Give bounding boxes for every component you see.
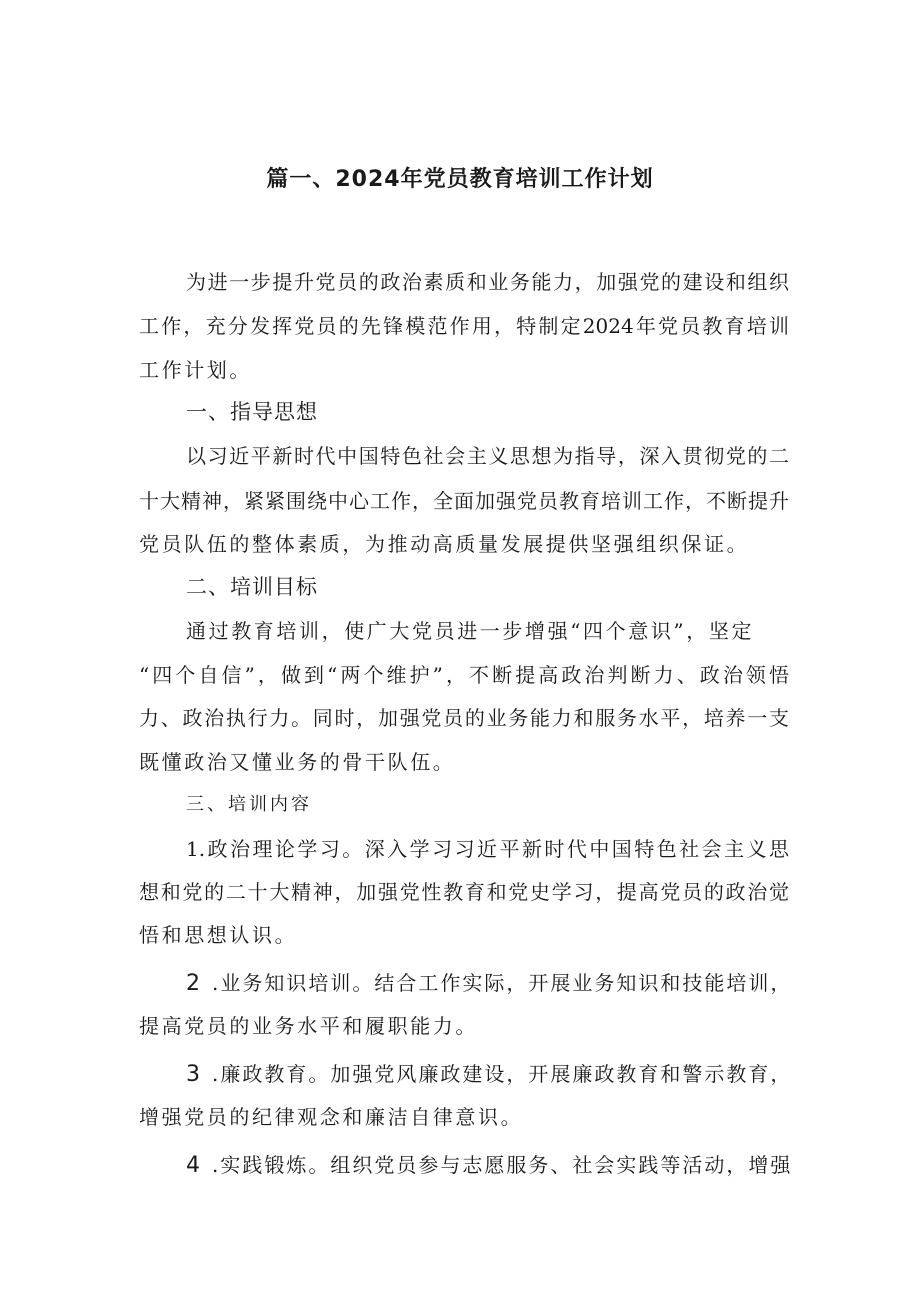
item4-line-1	[186, 1148, 792, 1182]
item1-line-3: 悟和思想认识。	[139, 923, 298, 947]
section1-line-1: 以习近平新时代中国特色社会主义思想为指导，深入贯彻党的二	[186, 444, 789, 468]
item2-text: .业务知识培训。结合工作实际，开展业务知识和技能培训，	[212, 971, 793, 995]
section-heading-training-content: 三、培训内容	[186, 794, 312, 815]
item3-text: .廉政教育。加强党风廉政建设，开展廉政教育和警示教育，	[212, 1062, 793, 1086]
section2-line-2: “四个自信”，做到“两个维护”，不断提高政治判断力、政治领悟	[139, 663, 789, 687]
item3-number: 3	[186, 1062, 202, 1087]
intro-line-1: 为进一步提升党员的政治素质和业务能力，加强党的建设和组织	[186, 270, 789, 294]
item2-line-2: 提高党员的业务水平和履职能力。	[139, 1014, 478, 1038]
document-title: 篇一、2024年党员教育培训工作计划	[266, 167, 654, 192]
item2-number: 2	[186, 971, 202, 996]
section2-line-4: 既懂政治又懂业务的骨干队伍。	[139, 750, 456, 774]
intro-line-2: 工作，充分发挥党员的先锋模范作用，特制定2024年党员教育培训	[139, 314, 789, 338]
item1-line-1: 1.政治理论学习。深入学习习近平新时代中国特色社会主义思	[186, 837, 789, 861]
section1-line-3: 党员队伍的整体素质，为推动高质量发展提供坚强组织保证。	[139, 532, 750, 556]
item2-line-1	[186, 966, 792, 1000]
section2-line-1: 通过教育培训，使广大党员进一步增强“四个意识”，坚定	[186, 619, 755, 643]
section2-line-3: 力、政治执行力。同时，加强党员的业务能力和服务水平，培养一支	[139, 706, 789, 730]
section-heading-training-goals: 二、培训目标	[186, 575, 318, 599]
item4-number: 4	[186, 1153, 202, 1178]
section1-line-2: 十大精神，紧紧围绕中心工作，全面加强党员教育培训工作，不断提升	[139, 489, 789, 513]
item1-line-2: 想和党的二十大精神，加强党性教育和党史学习，提高党员的政治觉	[139, 880, 789, 904]
intro-line-3: 工作计划。	[139, 358, 252, 382]
item4-text: .实践锻炼。组织党员参与志愿服务、社会实践等活动，增强	[212, 1153, 793, 1177]
item3-line-2: 增强党员的纪律观念和廉洁自律意识。	[139, 1105, 524, 1129]
item3-line-1	[186, 1057, 792, 1091]
section-heading-guiding-ideology: 一、指导思想	[186, 400, 318, 424]
